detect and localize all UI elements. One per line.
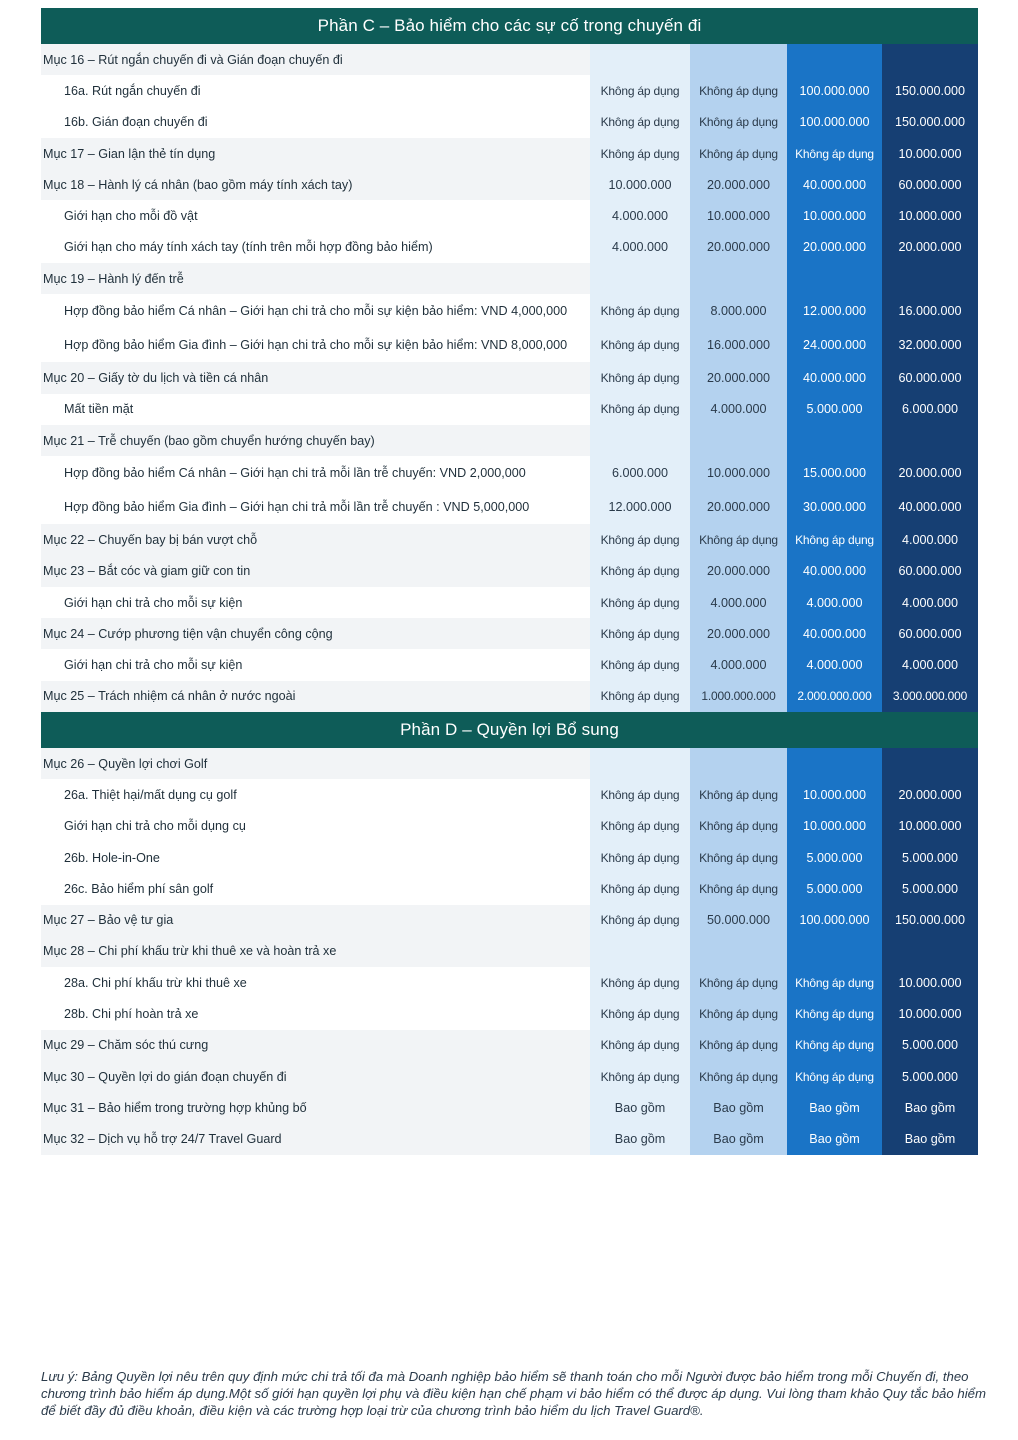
plan-4-value: 10.000.000 (882, 200, 978, 231)
plan-3-value: 4.000.000 (787, 587, 882, 618)
plan-2-value: 4.000.000 (690, 394, 787, 425)
plan-4-value: Bao gồm (882, 1124, 978, 1155)
table-row (41, 842, 978, 873)
plan-3-value: 5.000.000 (787, 873, 882, 904)
plan-4-value: 60.000.000 (882, 362, 978, 393)
section-d-rows (41, 748, 978, 1155)
plan-3-value (787, 936, 882, 967)
plan-3-value: 5.000.000 (787, 394, 882, 425)
plan-1-value: Không áp dụng (590, 587, 690, 618)
plan-3-value: 5.000.000 (787, 842, 882, 873)
plan-3-value: 30.000.000 (787, 490, 882, 524)
plan-4-value: 10.000.000 (882, 998, 978, 1029)
plan-3-value: 4.000.000 (787, 649, 882, 680)
table-row (41, 587, 978, 618)
plan-3-value: 40.000.000 (787, 556, 882, 587)
plan-2-value: Không áp dụng (690, 873, 787, 904)
section-d-title: Phần D – Quyền lợi Bổ sung (400, 720, 619, 740)
plan-4-value: 5.000.000 (882, 1030, 978, 1061)
row-label: 28b. Chi phí hoàn trả xe (64, 1007, 199, 1022)
row-label: Hợp đồng bảo hiểm Gia đình – Giới hạn chi trả cho mỗi sự kiện bảo hiểm: VND 8,000,000 (64, 338, 568, 353)
plan-2-value: Không áp dụng (690, 1061, 787, 1092)
plan-2-value: Không áp dụng (690, 524, 787, 555)
table-row (41, 556, 978, 587)
table-row (41, 618, 978, 649)
table-row (41, 107, 978, 138)
plan-2-value: 20.000.000 (690, 490, 787, 524)
plan-1-value: Không áp dụng (590, 107, 690, 138)
plan-1-value (590, 748, 690, 779)
plan-1-value: Không áp dụng (590, 294, 690, 328)
plan-3-value (787, 44, 882, 75)
plan-2-value: 10.000.000 (690, 200, 787, 231)
plan-1-value: Không áp dụng (590, 905, 690, 936)
row-label: Mục 19 – Hành lý đến trễ (41, 263, 590, 294)
plan-2-value: Không áp dụng (690, 842, 787, 873)
plan-4-value (882, 44, 978, 75)
plan-4-value: 32.000.000 (882, 328, 978, 362)
plan-4-value: 40.000.000 (882, 490, 978, 524)
plan-3-value (787, 748, 882, 779)
plan-1-value: Bao gồm (590, 1092, 690, 1123)
plan-2-value: Không áp dụng (690, 811, 787, 842)
plan-1-value: Không áp dụng (590, 779, 690, 810)
plan-4-value: 150.000.000 (882, 107, 978, 138)
plan-1-value: Không áp dụng (590, 842, 690, 873)
plan-1-value: 4.000.000 (590, 200, 690, 231)
plan-3-value: Bao gồm (787, 1092, 882, 1123)
plan-4-value: 3.000.000.000 (882, 681, 978, 712)
footnote: Lưu ý: Bảng Quyền lợi nêu trên quy định mức chi trả tối đa mà Doanh nghiệp bảo hiểm sẽ thanh toán cho mỗi Người được bảo hiểm trong mỗi Chuyến đi, theo chương trình bảo hiểm áp dụng.Một số giới hạn quyền lợi phụ và điều kiện hạn chế phạm vi bảo hiểm có thể được áp dụng. Vui lòng tham khảo Quy tắc bảo hiểm để biết đầy đủ điều khoản, điều kiện và các trường hợp loại trừ của chương trình bảo hiểm du lịch Travel Guard®. (41, 1369, 986, 1418)
plan-1-value: Không áp dụng (590, 998, 690, 1029)
plan-2-value: 20.000.000 (690, 556, 787, 587)
plan-3-value: Không áp dụng (787, 524, 882, 555)
row-label: Mất tiền mặt (64, 402, 134, 417)
table-row (41, 294, 978, 328)
plan-4-value: 5.000.000 (882, 842, 978, 873)
plan-2-value: Không áp dụng (690, 967, 787, 998)
plan-3-value: 40.000.000 (787, 169, 882, 200)
section-d-table (41, 748, 978, 1155)
plan-2-value (690, 263, 787, 294)
row-label: Giới hạn cho máy tính xách tay (tính trên mỗi hợp đồng bảo hiểm) (64, 240, 433, 255)
plan-1-value: Không áp dụng (590, 681, 690, 712)
plan-2-value (690, 44, 787, 75)
section-c-table (41, 44, 978, 712)
table-row (41, 524, 978, 555)
row-label: 26a. Thiệt hại/mất dụng cụ golf (64, 787, 237, 802)
plan-3-value: 20.000.000 (787, 232, 882, 263)
plan-4-value: 150.000.000 (882, 905, 978, 936)
row-label: Mục 32 – Dịch vụ hỗ trợ 24/7 Travel Guard (41, 1124, 590, 1155)
row-label: Giới hạn chi trả cho mỗi dụng cụ (64, 819, 246, 834)
row-label: 26b. Hole-in-One (64, 850, 160, 865)
plan-4-value: 20.000.000 (882, 456, 978, 490)
plan-1-value: 10.000.000 (590, 169, 690, 200)
plan-2-value: 20.000.000 (690, 362, 787, 393)
plan-2-value: Không áp dụng (690, 75, 787, 106)
table-row (41, 44, 978, 75)
plan-4-value (882, 263, 978, 294)
plan-4-value: 60.000.000 (882, 618, 978, 649)
row-label: Mục 30 – Quyền lợi do gián đoạn chuyến đi (41, 1061, 590, 1092)
plan-4-value: 4.000.000 (882, 587, 978, 618)
plan-3-value: Không áp dụng (787, 1030, 882, 1061)
table-row (41, 1061, 978, 1092)
plan-3-value: Không áp dụng (787, 138, 882, 169)
plan-3-value: 40.000.000 (787, 618, 882, 649)
plan-3-value: 40.000.000 (787, 362, 882, 393)
row-label: Mục 28 – Chi phí khấu trừ khi thuê xe và hoàn trả xe (41, 936, 590, 967)
table-row (41, 232, 978, 263)
row-label: Hợp đồng bảo hiểm Gia đình – Giới hạn chi trả mỗi lần trễ chuyến : VND 5,000,000 (64, 500, 530, 515)
row-label: Giới hạn chi trả cho mỗi sự kiện (64, 658, 243, 673)
plan-1-value (590, 936, 690, 967)
table-row (41, 1124, 978, 1155)
plan-1-value: Không áp dụng (590, 138, 690, 169)
plan-2-value: 20.000.000 (690, 618, 787, 649)
section-c-header (41, 8, 978, 44)
table-row (41, 263, 978, 294)
plan-1-value (590, 44, 690, 75)
plan-1-value: Bao gồm (590, 1124, 690, 1155)
plan-3-value: 10.000.000 (787, 811, 882, 842)
plan-3-value (787, 263, 882, 294)
row-label: Mục 20 – Giấy tờ du lịch và tiền cá nhân (41, 362, 590, 393)
row-label: Mục 23 – Bắt cóc và giam giữ con tin (41, 556, 590, 587)
plan-2-value: 4.000.000 (690, 649, 787, 680)
row-label: Mục 17 – Gian lận thẻ tín dụng (41, 138, 590, 169)
table-row (41, 425, 978, 456)
table-row (41, 328, 978, 362)
plan-3-value: Bao gồm (787, 1124, 882, 1155)
plan-4-value: 20.000.000 (882, 779, 978, 810)
row-label: Giới hạn cho mỗi đồ vật (64, 209, 198, 224)
plan-1-value: 6.000.000 (590, 456, 690, 490)
plan-1-value: Không áp dụng (590, 649, 690, 680)
row-label: Mục 25 – Trách nhiệm cá nhân ở nước ngoài (41, 681, 590, 712)
row-label: Mục 22 – Chuyến bay bị bán vượt chỗ (41, 524, 590, 555)
row-label: Mục 21 – Trễ chuyến (bao gồm chuyển hướng chuyến bay) (41, 425, 590, 456)
plan-2-value: 10.000.000 (690, 456, 787, 490)
plan-4-value: 4.000.000 (882, 524, 978, 555)
plan-2-value: 1.000.000.000 (690, 681, 787, 712)
table-row (41, 649, 978, 680)
plan-1-value: Không áp dụng (590, 362, 690, 393)
table-row (41, 1030, 978, 1061)
table-row (41, 138, 978, 169)
plan-2-value: Không áp dụng (690, 998, 787, 1029)
table-row (41, 681, 978, 712)
plan-4-value: 60.000.000 (882, 169, 978, 200)
plan-2-value: Không áp dụng (690, 138, 787, 169)
row-label: 16b. Gián đoạn chuyến đi (64, 115, 208, 130)
benefits-sheet (41, 8, 978, 1155)
plan-2-value: 20.000.000 (690, 232, 787, 263)
plan-3-value: Không áp dụng (787, 1061, 882, 1092)
plan-3-value: 15.000.000 (787, 456, 882, 490)
plan-4-value: 60.000.000 (882, 556, 978, 587)
table-row (41, 873, 978, 904)
row-label: Mục 18 – Hành lý cá nhân (bao gồm máy tính xách tay) (41, 169, 590, 200)
plan-3-value: 100.000.000 (787, 75, 882, 106)
section-d-header (41, 712, 978, 748)
table-row (41, 779, 978, 810)
plan-3-value: 10.000.000 (787, 200, 882, 231)
row-label: Mục 31 – Bảo hiểm trong trường hợp khủng bố (41, 1092, 590, 1123)
plan-2-value (690, 748, 787, 779)
section-c-title: Phần C – Bảo hiểm cho các sự cố trong chuyến đi (317, 16, 702, 35)
plan-4-value: 20.000.000 (882, 232, 978, 263)
table-row (41, 998, 978, 1029)
plan-4-value: 10.000.000 (882, 967, 978, 998)
plan-1-value: Không áp dụng (590, 1030, 690, 1061)
table-row (41, 748, 978, 779)
plan-1-value: Không áp dụng (590, 75, 690, 106)
plan-1-value (590, 263, 690, 294)
plan-4-value: 10.000.000 (882, 138, 978, 169)
plan-1-value: Không áp dụng (590, 873, 690, 904)
plan-2-value: Bao gồm (690, 1124, 787, 1155)
plan-2-value: 20.000.000 (690, 169, 787, 200)
plan-2-value (690, 936, 787, 967)
row-label: 26c. Bảo hiểm phí sân golf (64, 881, 214, 896)
plan-3-value: 24.000.000 (787, 328, 882, 362)
row-label: Mục 29 – Chăm sóc thú cưng (41, 1030, 590, 1061)
plan-4-value: 6.000.000 (882, 394, 978, 425)
plan-3-value: 100.000.000 (787, 107, 882, 138)
plan-1-value (590, 425, 690, 456)
plan-2-value: 8.000.000 (690, 294, 787, 328)
plan-2-value: Không áp dụng (690, 107, 787, 138)
plan-1-value: Không áp dụng (590, 328, 690, 362)
table-row (41, 456, 978, 490)
row-label: Mục 27 – Bảo vệ tư gia (41, 905, 590, 936)
plan-3-value: 12.000.000 (787, 294, 882, 328)
table-row (41, 169, 978, 200)
plan-1-value: Không áp dụng (590, 556, 690, 587)
table-row (41, 394, 978, 425)
plan-1-value: 12.000.000 (590, 490, 690, 524)
plan-4-value: 5.000.000 (882, 1061, 978, 1092)
plan-4-value: 10.000.000 (882, 811, 978, 842)
plan-1-value: Không áp dụng (590, 811, 690, 842)
table-row (41, 362, 978, 393)
plan-3-value: 2.000.000.000 (787, 681, 882, 712)
table-row (41, 1092, 978, 1123)
plan-2-value: 4.000.000 (690, 587, 787, 618)
table-row (41, 75, 978, 106)
plan-4-value (882, 425, 978, 456)
plan-4-value: Bao gồm (882, 1092, 978, 1123)
plan-2-value: 16.000.000 (690, 328, 787, 362)
row-label: Hợp đồng bảo hiểm Cá nhân – Giới hạn chi trả mỗi lần trễ chuyến: VND 2,000,000 (64, 466, 526, 481)
plan-1-value: Không áp dụng (590, 1061, 690, 1092)
row-label: Hợp đồng bảo hiểm Cá nhân – Giới hạn chi trả cho mỗi sự kiện bảo hiểm: VND 4,000,000 (64, 304, 568, 319)
row-label: Mục 26 – Quyền lợi chơi Golf (41, 748, 590, 779)
table-row (41, 811, 978, 842)
plan-1-value: Không áp dụng (590, 524, 690, 555)
plan-4-value (882, 748, 978, 779)
plan-3-value: Không áp dụng (787, 998, 882, 1029)
plan-4-value: 16.000.000 (882, 294, 978, 328)
plan-2-value (690, 425, 787, 456)
table-row (41, 967, 978, 998)
row-label: Mục 24 – Cướp phương tiện vận chuyển công cộng (41, 618, 590, 649)
plan-3-value: 100.000.000 (787, 905, 882, 936)
plan-3-value: Không áp dụng (787, 967, 882, 998)
plan-4-value: 150.000.000 (882, 75, 978, 106)
plan-2-value: 50.000.000 (690, 905, 787, 936)
table-row (41, 490, 978, 524)
table-row (41, 905, 978, 936)
row-label: Mục 16 – Rút ngắn chuyến đi và Gián đoạn chuyến đi (41, 44, 590, 75)
plan-1-value: Không áp dụng (590, 618, 690, 649)
table-row (41, 200, 978, 231)
plan-1-value: 4.000.000 (590, 232, 690, 263)
plan-2-value: Không áp dụng (690, 1030, 787, 1061)
table-row (41, 936, 978, 967)
row-label: Giới hạn chi trả cho mỗi sự kiện (64, 595, 243, 610)
plan-1-value: Không áp dụng (590, 394, 690, 425)
row-label: 16a. Rút ngắn chuyến đi (64, 83, 201, 98)
plan-2-value: Bao gồm (690, 1092, 787, 1123)
plan-3-value: 10.000.000 (787, 779, 882, 810)
plan-1-value: Không áp dụng (590, 967, 690, 998)
section-c-rows (41, 44, 978, 712)
plan-4-value: 4.000.000 (882, 649, 978, 680)
plan-2-value: Không áp dụng (690, 779, 787, 810)
plan-4-value: 5.000.000 (882, 873, 978, 904)
plan-4-value (882, 936, 978, 967)
row-label: 28a. Chi phí khấu trừ khi thuê xe (64, 975, 247, 990)
plan-3-value (787, 425, 882, 456)
